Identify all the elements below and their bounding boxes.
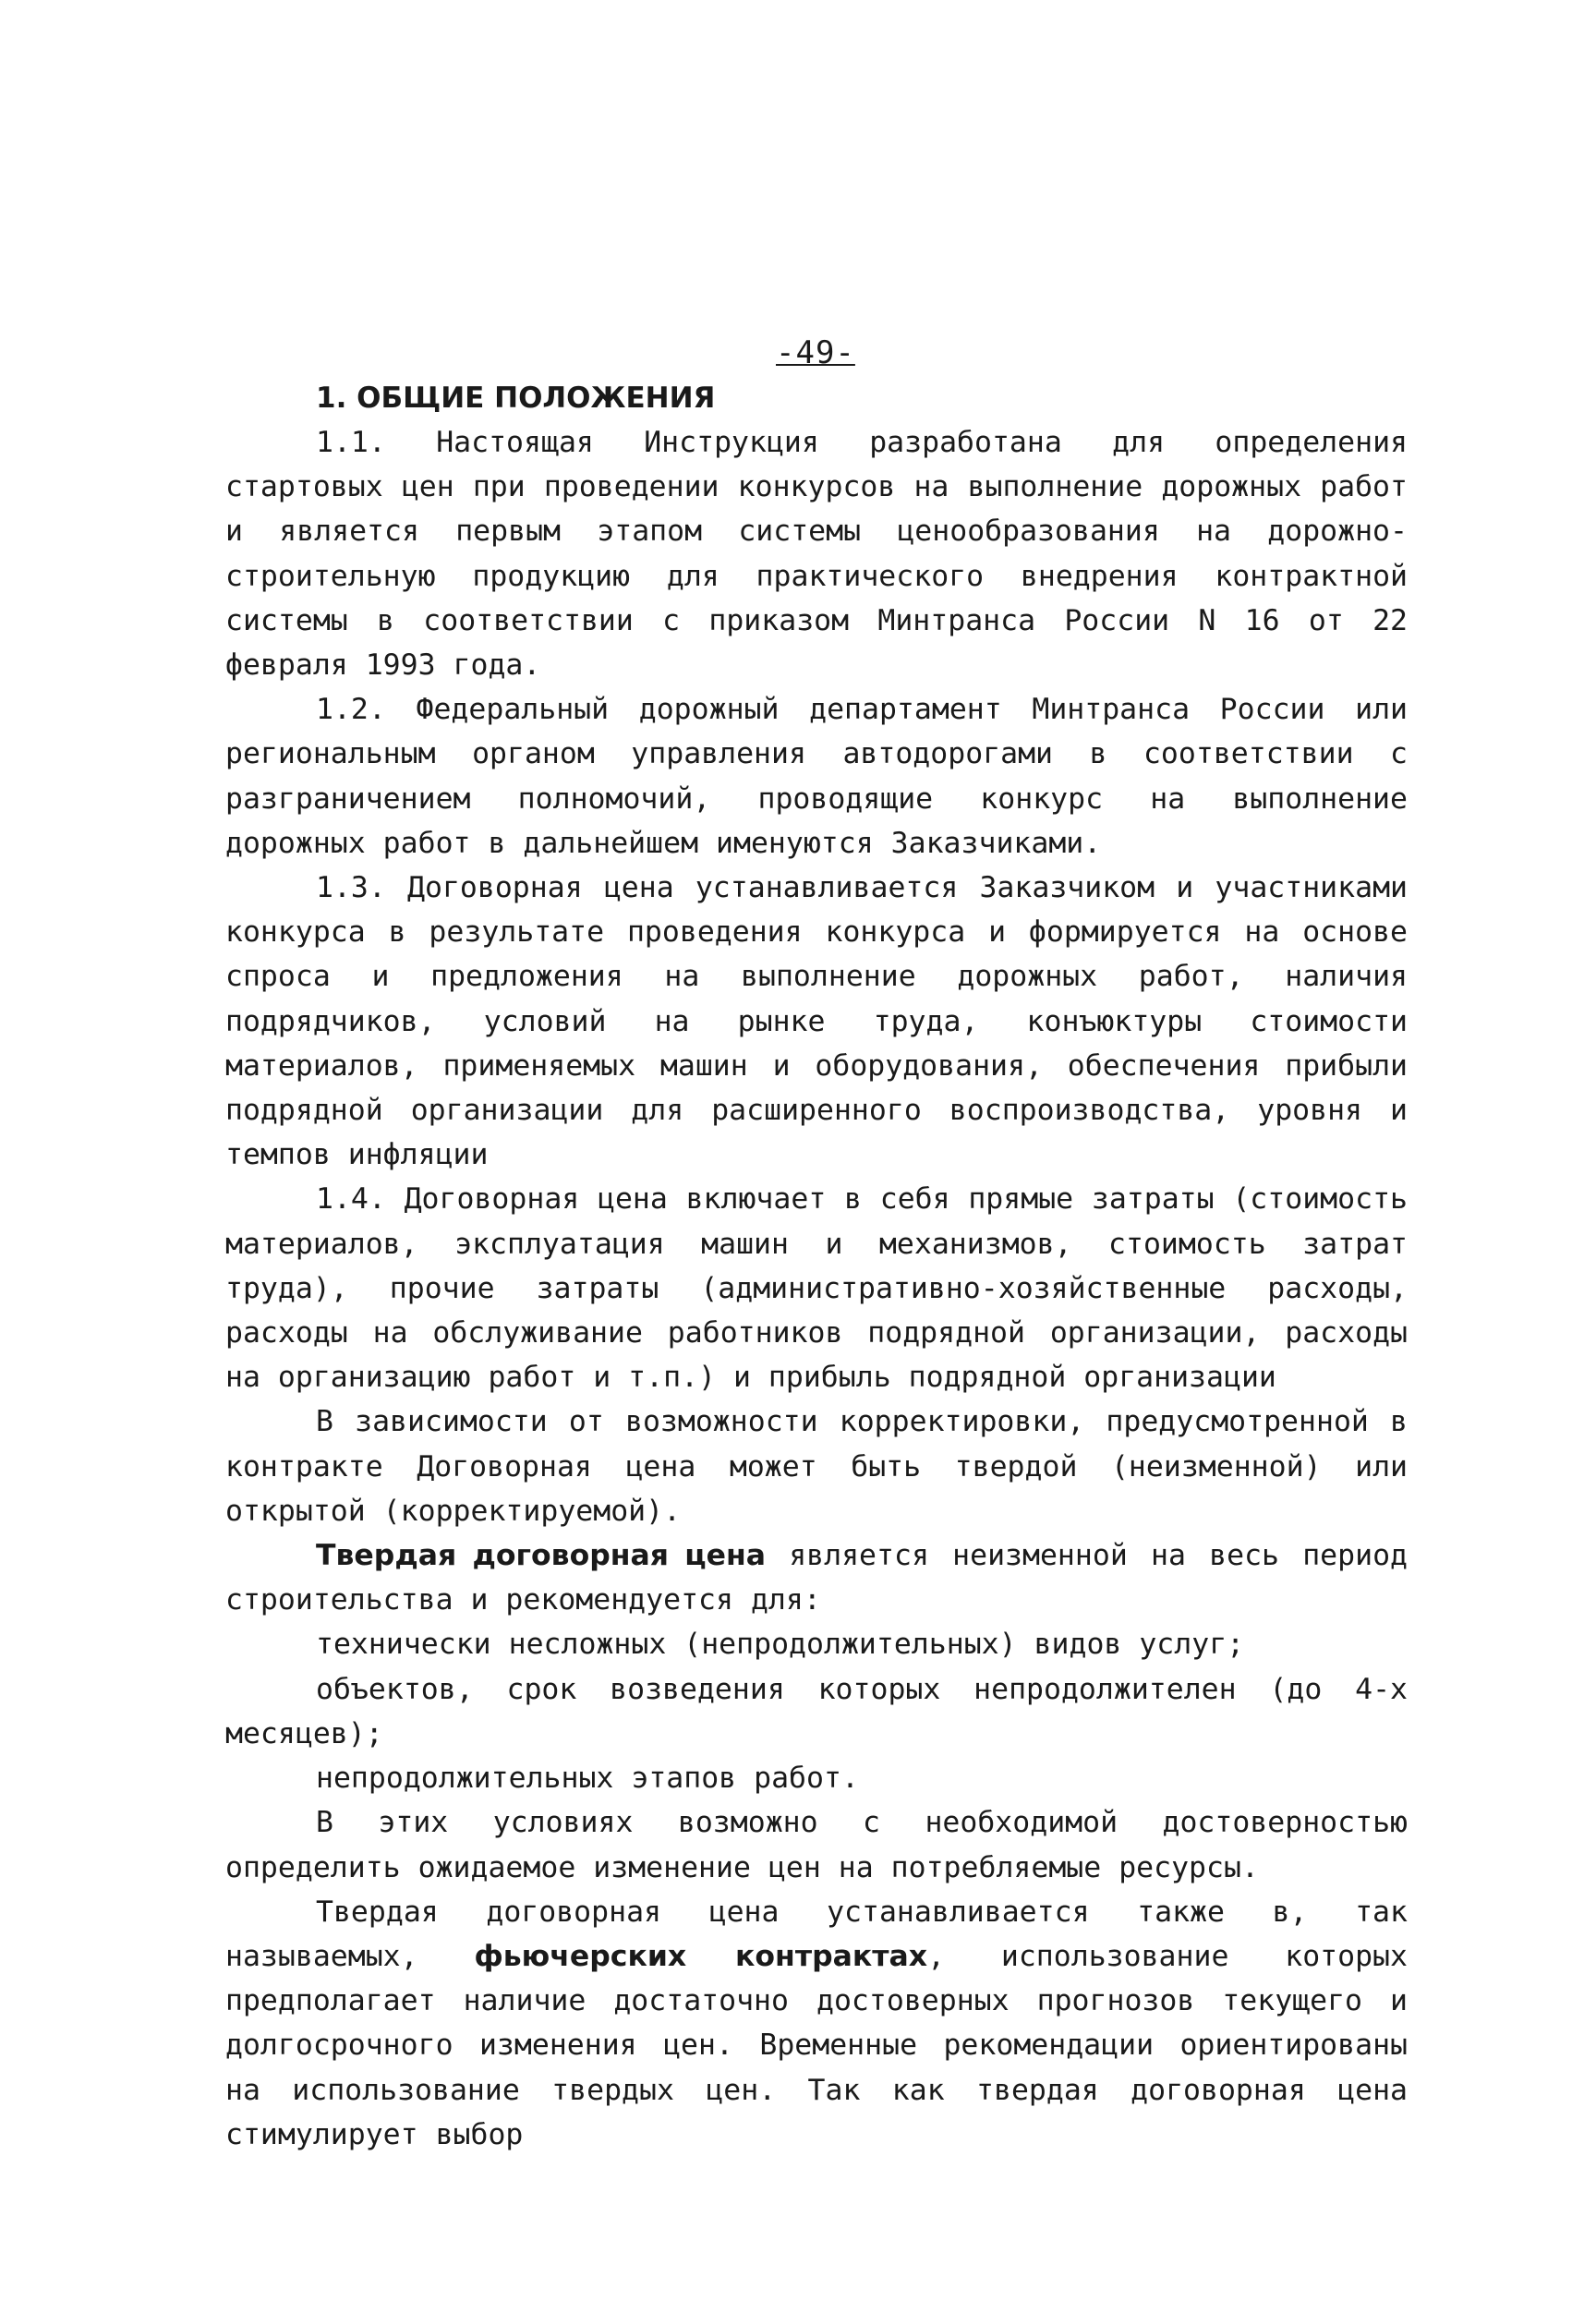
paragraph-fixed-price: [225, 1533, 1408, 1622]
futures-intro: Твердая договорная цена устанавливается также в, так называемых,: [225, 1895, 1408, 1973]
list-item: непродолжительных этапов работ.: [316, 1762, 859, 1796]
fixed-price-definition: является неизменной на весь период строительства и рекомендуется для:: [225, 1539, 1409, 1617]
futures-rest: , использование которых предполагает наличие достаточно достоверных прогнозов текущего и долгосрочного изменения цен. Временные рекомендации ориентированы на использование твердых цен. Так как твердая договорная цена стимулирует выбор: [225, 1939, 1408, 2151]
list-item: объектов, срок возведения которых непродолжителен (до 4-х месяцев);: [225, 1672, 1408, 1750]
paragraph-futures: [225, 1890, 1408, 2157]
section-heading: 1. ОБЩИЕ ПОЛОЖЕНИЯ: [316, 381, 716, 415]
page-number: -49-: [776, 334, 855, 371]
paragraph-price-types: В зависимости от возможности корректировки, предусмотренной в контракте Договорная цена может быть твердой (неизменной) или открытой (корректируемой).: [225, 1405, 1408, 1528]
term-fixed-price: Твердая договорная цена: [316, 1539, 766, 1573]
paragraph-1-3: 1.3. Договорная цена устанавливается Заказчиком и участниками конкурса в результате проведения конкурса и формируется на основе спроса и предложения на выполнение дорожных работ, наличия подрядчиков, условий на рынке труда, конъюктуры стоимости материалов, применяемых машин и оборудования, обеспечения прибыли подрядной организации для расширенного воспроизводства, уровня и темпов инфляции: [225, 871, 1408, 1172]
paragraph-conditions: В этих условиях возможно с необходимой достоверностью определить ожидаемое изменение цен на потребляемые ресурсы.: [225, 1806, 1408, 1884]
paragraph-1-1: 1.1. Настоящая Инструкция разработана для определения стартовых цен при проведении конкурсов на выполнение дорожных работ и является первым этапом системы ценообразования на дорожно-строительную продукцию для практического внедрения контрактной системы в соответствии с приказом Минтранса России N 16 от 22 февраля 1993 года.: [225, 426, 1408, 683]
document-body: [225, 328, 1408, 2157]
term-futures-contracts: фьючерских контрактах: [474, 1939, 928, 1973]
paragraph-1-2: 1.2. Федеральный дорожный департамент Минтранса России или региональным органом управления автодорогами в соответствии с разграничением полномочий, проводящие конкурс на выполнение дорожных работ в дальнейшем именуются Заказчиками.: [225, 693, 1408, 860]
paragraph-1-4: 1.4. Договорная цена включает в себя прямые затраты (стоимость материалов, эксплуатация машин и механизмов, стоимость затрат труда), прочие затраты (административно-хозяйственные расходы, расходы на обслуживание работников подрядной организации, расходы на организацию работ и т.п.) и прибыль подрядной организации: [225, 1182, 1408, 1395]
list-item: технически несложных (непродолжительных) видов услуг;: [316, 1628, 1245, 1662]
